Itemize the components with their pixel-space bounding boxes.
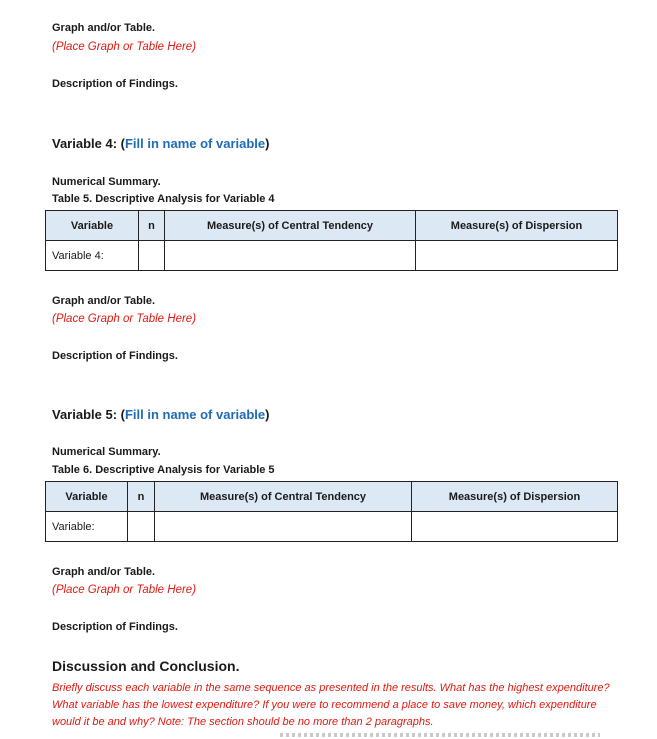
header-central-tendency: Measure(s) of Central Tendency [155, 482, 412, 512]
table-row [46, 512, 618, 542]
header-n: n [139, 211, 165, 241]
table-header-row [46, 482, 618, 512]
variable5-graph-label: Graph and/or Table. [52, 566, 156, 578]
cell-n[interactable] [128, 512, 155, 542]
variable4-heading-suffix: ) [265, 136, 270, 151]
variable5-heading-prefix: Variable 5: ( [52, 407, 125, 422]
header-central-tendency: Measure(s) of Central Tendency [165, 211, 416, 241]
variable4-table [45, 210, 618, 271]
variable5-findings-label: Description of Findings. [52, 621, 178, 633]
header-n: n [128, 482, 155, 512]
cell-variable[interactable]: Variable: [46, 512, 128, 542]
discussion-heading: Discussion and Conclusion. [52, 658, 240, 674]
table-row [46, 241, 618, 271]
variable4-findings-label: Description of Findings. [52, 350, 178, 362]
cell-central-tendency[interactable] [165, 241, 416, 271]
variable4-heading [52, 136, 269, 151]
variable4-table-caption: Table 5. Descriptive Analysis for Variable 4 [52, 193, 275, 205]
variable5-graph-placeholder: (Place Graph or Table Here) [52, 584, 197, 596]
cell-dispersion[interactable] [412, 512, 618, 542]
discussion-instructions: Briefly discuss each variable in the same sequence as presented in the results. What has the highest expenditure? What variable has the lowest expenditure? If you were to recommend a place to save money, which expenditure would it be and why? Note: The section should be no more than 2 paragraphs. [52, 682, 610, 728]
variable4-graph-label: Graph and/or Table. [52, 295, 156, 307]
variable5-summary-label: Numerical Summary. [52, 446, 161, 458]
variable4-summary-label: Numerical Summary. [52, 176, 161, 188]
cell-dispersion[interactable] [416, 241, 618, 271]
table-header-row [46, 211, 618, 241]
variable4-heading-prefix: Variable 4: ( [52, 136, 125, 151]
variable4-name-placeholder: Fill in name of variable [124, 136, 266, 151]
variable5-table-caption: Table 6. Descriptive Analysis for Variable 5 [52, 464, 275, 476]
cell-central-tendency[interactable] [155, 512, 412, 542]
header-dispersion: Measure(s) of Dispersion [416, 211, 618, 241]
findings-label: Description of Findings. [52, 78, 178, 90]
variable5-name-placeholder: Fill in name of variable [124, 407, 266, 422]
header-variable: Variable [46, 211, 139, 241]
graph-table-label: Graph and/or Table. [52, 22, 156, 34]
variable5-heading-suffix: ) [265, 407, 270, 422]
footer-line [280, 733, 600, 737]
variable5-table [45, 481, 618, 542]
variable5-heading [52, 407, 269, 422]
cell-n[interactable] [139, 241, 165, 271]
variable4-graph-placeholder: (Place Graph or Table Here) [52, 313, 197, 325]
header-variable: Variable [46, 482, 128, 512]
header-dispersion: Measure(s) of Dispersion [412, 482, 618, 512]
graph-placeholder: (Place Graph or Table Here) [52, 41, 197, 53]
cell-variable[interactable]: Variable 4: [46, 241, 139, 271]
